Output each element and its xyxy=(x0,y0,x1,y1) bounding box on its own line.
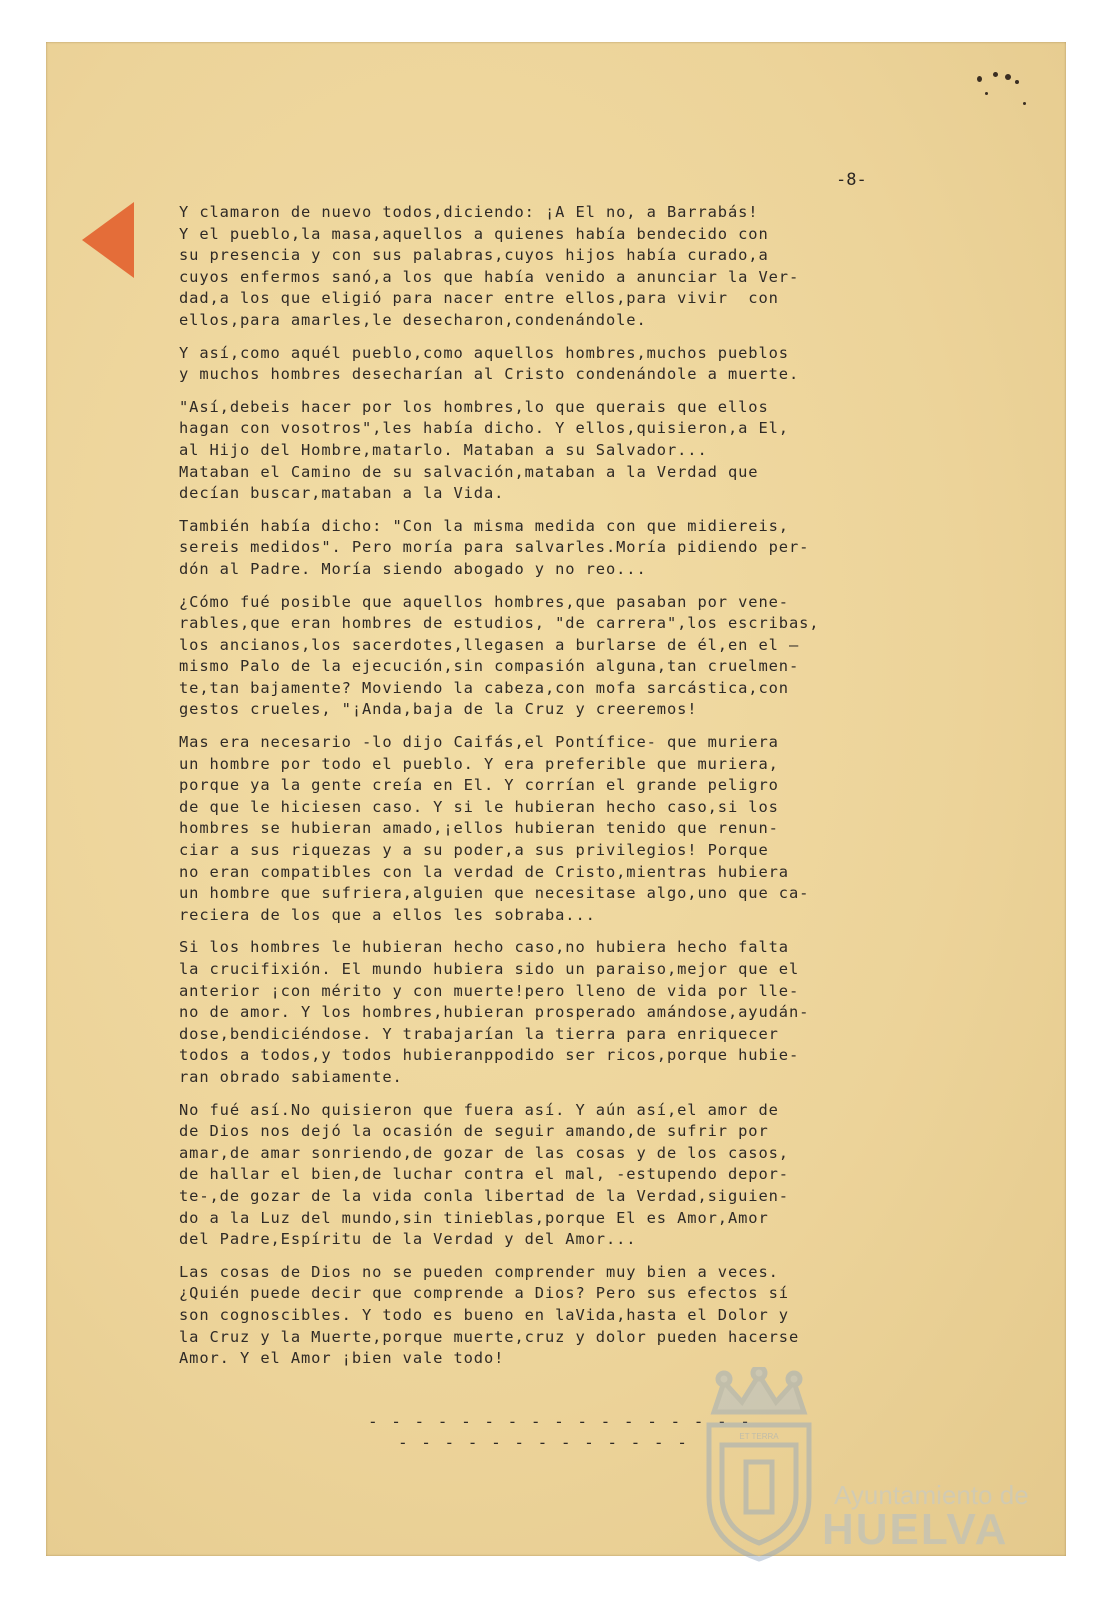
text-line: del Padre,Espíritu de la Verdad y del Amor... xyxy=(179,1230,637,1249)
paragraph xyxy=(179,516,959,581)
svg-text:ET TERRA: ET TERRA xyxy=(739,1432,779,1441)
crown-shield-icon xyxy=(694,1367,824,1567)
text-line: ciar a sus riquezas y a su poder,a sus privilegios! Porque xyxy=(179,841,769,860)
text-line: y muchos hombres desecharían al Cristo condenándole a muerte. xyxy=(179,365,800,384)
text-line: te-,de gozar de la vida conla libertad de la Verdad,siguien- xyxy=(179,1186,789,1205)
red-corner-mark xyxy=(82,202,134,278)
text-line: ¿Quién puede decir que comprende a Dios? Pero sus efectos sí xyxy=(179,1284,789,1303)
text-line: También había dicho: "Con la misma medida con que midiereis, xyxy=(179,516,789,535)
text-line: gestos crueles, "¡Anda,baja de la Cruz y creeremos! xyxy=(179,700,698,719)
text-line: Si los hombres le hubieran hecho caso,no hubiera hecho falta xyxy=(179,938,789,957)
text-line: sereis medidos". Pero moría para salvarles.Moría pidiendo per- xyxy=(179,538,810,557)
typed-letter-body xyxy=(179,202,959,1381)
text-line: no eran compatibles con la verdad de Cristo,mientras hubiera xyxy=(179,862,789,881)
paragraph xyxy=(179,202,959,332)
text-line: amar,de amar sonriendo,de gozar de las cosas y de los casos, xyxy=(179,1143,789,1162)
text-line: "Así,debeis hacer por los hombres,lo que querais que ellos xyxy=(179,397,769,416)
text-line: Amor. Y el Amor ¡bien vale todo! xyxy=(179,1349,505,1368)
page-number: -8- xyxy=(836,170,867,190)
text-line: son cognoscibles. Y todo es bueno en laVida,hasta el Dolor y xyxy=(179,1305,789,1324)
text-line: hagan con vosotros",les había dicho. Y ellos,quisieron,a El, xyxy=(179,419,789,438)
paper-specks xyxy=(971,62,1041,132)
text-line: de Dios nos dejó la ocasión de seguir amando,de sufrir por xyxy=(179,1122,769,1141)
text-line: Mataban el Camino de su salvación,mataban a la Verdad que xyxy=(179,462,759,481)
document-page xyxy=(46,42,1066,1556)
text-line: ran obrado sabiamente. xyxy=(179,1067,403,1086)
text-line: Y así,como aquél pueblo,como aquellos hombres,muchos pueblos xyxy=(179,343,789,362)
text-line: reciera de los que a ellos les sobraba... xyxy=(179,905,596,924)
text-line: ellos,para amarles,le desecharon,condenándole. xyxy=(179,310,647,329)
huelva-watermark xyxy=(694,1367,1034,1567)
paragraph xyxy=(179,937,959,1088)
text-line: porque ya la gente creía en El. Y corrían el grande peligro xyxy=(179,776,779,795)
text-line: ¿Cómo fué posible que aquellos hombres,que pasaban por vene- xyxy=(179,592,789,611)
text-line: cuyos enfermos sanó,a los que había venido a anunciar la Ver- xyxy=(179,267,800,286)
separator-line: - - - - - - - - - - - - - xyxy=(398,1433,689,1452)
text-line: de hallar el bien,de luchar contra el mal, -estupendo depor- xyxy=(179,1165,789,1184)
text-line: un hombre que sufriera,alguien que necesitase algo,uno que ca- xyxy=(179,884,810,903)
text-line: dón al Padre. Moría siendo abogado y no reo... xyxy=(179,559,647,578)
text-line: los ancianos,los sacerdotes,llegasen a burlarse de él,en el — xyxy=(179,635,800,654)
text-line: mismo Palo de la ejecución,sin compasión alguna,tan cruelmen- xyxy=(179,657,800,676)
text-line: do a la Luz del mundo,sin tinieblas,porque El es Amor,Amor xyxy=(179,1208,769,1227)
text-line: te,tan bajamente? Moviendo la cabeza,con mofa sarcástica,con xyxy=(179,678,789,697)
text-line: No fué así.No quisieron que fuera así. Y aún así,el amor de xyxy=(179,1100,779,1119)
text-line: la Cruz y la Muerte,porque muerte,cruz y dolor pueden hacerse xyxy=(179,1327,800,1346)
paragraph xyxy=(179,397,959,505)
text-line: de que le hiciesen caso. Y si le hubieran hecho caso,si los xyxy=(179,797,779,816)
text-line: anterior ¡con mérito y con muerte!pero lleno de vida por lle- xyxy=(179,981,800,1000)
text-line: al Hijo del Hombre,matarlo. Mataban a su Salvador... xyxy=(179,440,708,459)
watermark-line2: HUELVA xyxy=(822,1505,1009,1554)
separator-line: - - - - - - - - - - - - - - - - - xyxy=(368,1412,752,1431)
text-line: Y clamaron de nuevo todos,diciendo: ¡A El no, a Barrabás! xyxy=(179,203,759,221)
paragraph xyxy=(179,1100,959,1251)
paragraph xyxy=(179,343,959,386)
text-line: su presencia y con sus palabras,cuyos hijos había curado,a xyxy=(179,246,769,265)
text-line: Y el pueblo,la masa,aquellos a quienes había bendecido con xyxy=(179,224,769,243)
text-line: dose,bendiciéndose. Y trabajarían la tierra para enriquecer xyxy=(179,1024,779,1043)
text-line: hombres se hubieran amado,¡ellos hubieran tenido que renun- xyxy=(179,819,779,838)
text-line: rables,que eran hombres de estudios, "de carrera",los escribas, xyxy=(179,614,820,633)
text-line: dad,a los que eligió para nacer entre ellos,para vivir con xyxy=(179,289,779,308)
text-line: un hombre por todo el pueblo. Y era preferible que muriera, xyxy=(179,754,779,773)
text-line: la crucifixión. El mundo hubiera sido un paraiso,mejor que el xyxy=(179,960,800,978)
text-line: no de amor. Y los hombres,hubieran prosperado amándose,ayudán- xyxy=(179,1003,810,1022)
paragraph xyxy=(179,592,959,722)
watermark-line1: Ayuntamiento de xyxy=(834,1480,1029,1510)
paragraph xyxy=(179,732,959,926)
text-line: Las cosas de Dios no se pueden comprender muy bien a veces. xyxy=(179,1262,779,1281)
paragraph xyxy=(179,1262,959,1370)
text-line: todos a todos,y todos hubieranppodido ser ricos,porque hubie- xyxy=(179,1046,800,1065)
text-line: Mas era necesario -lo dijo Caifás,el Pontífice- que muriera xyxy=(179,733,779,752)
text-line: decían buscar,mataban a la Vida. xyxy=(179,484,505,503)
